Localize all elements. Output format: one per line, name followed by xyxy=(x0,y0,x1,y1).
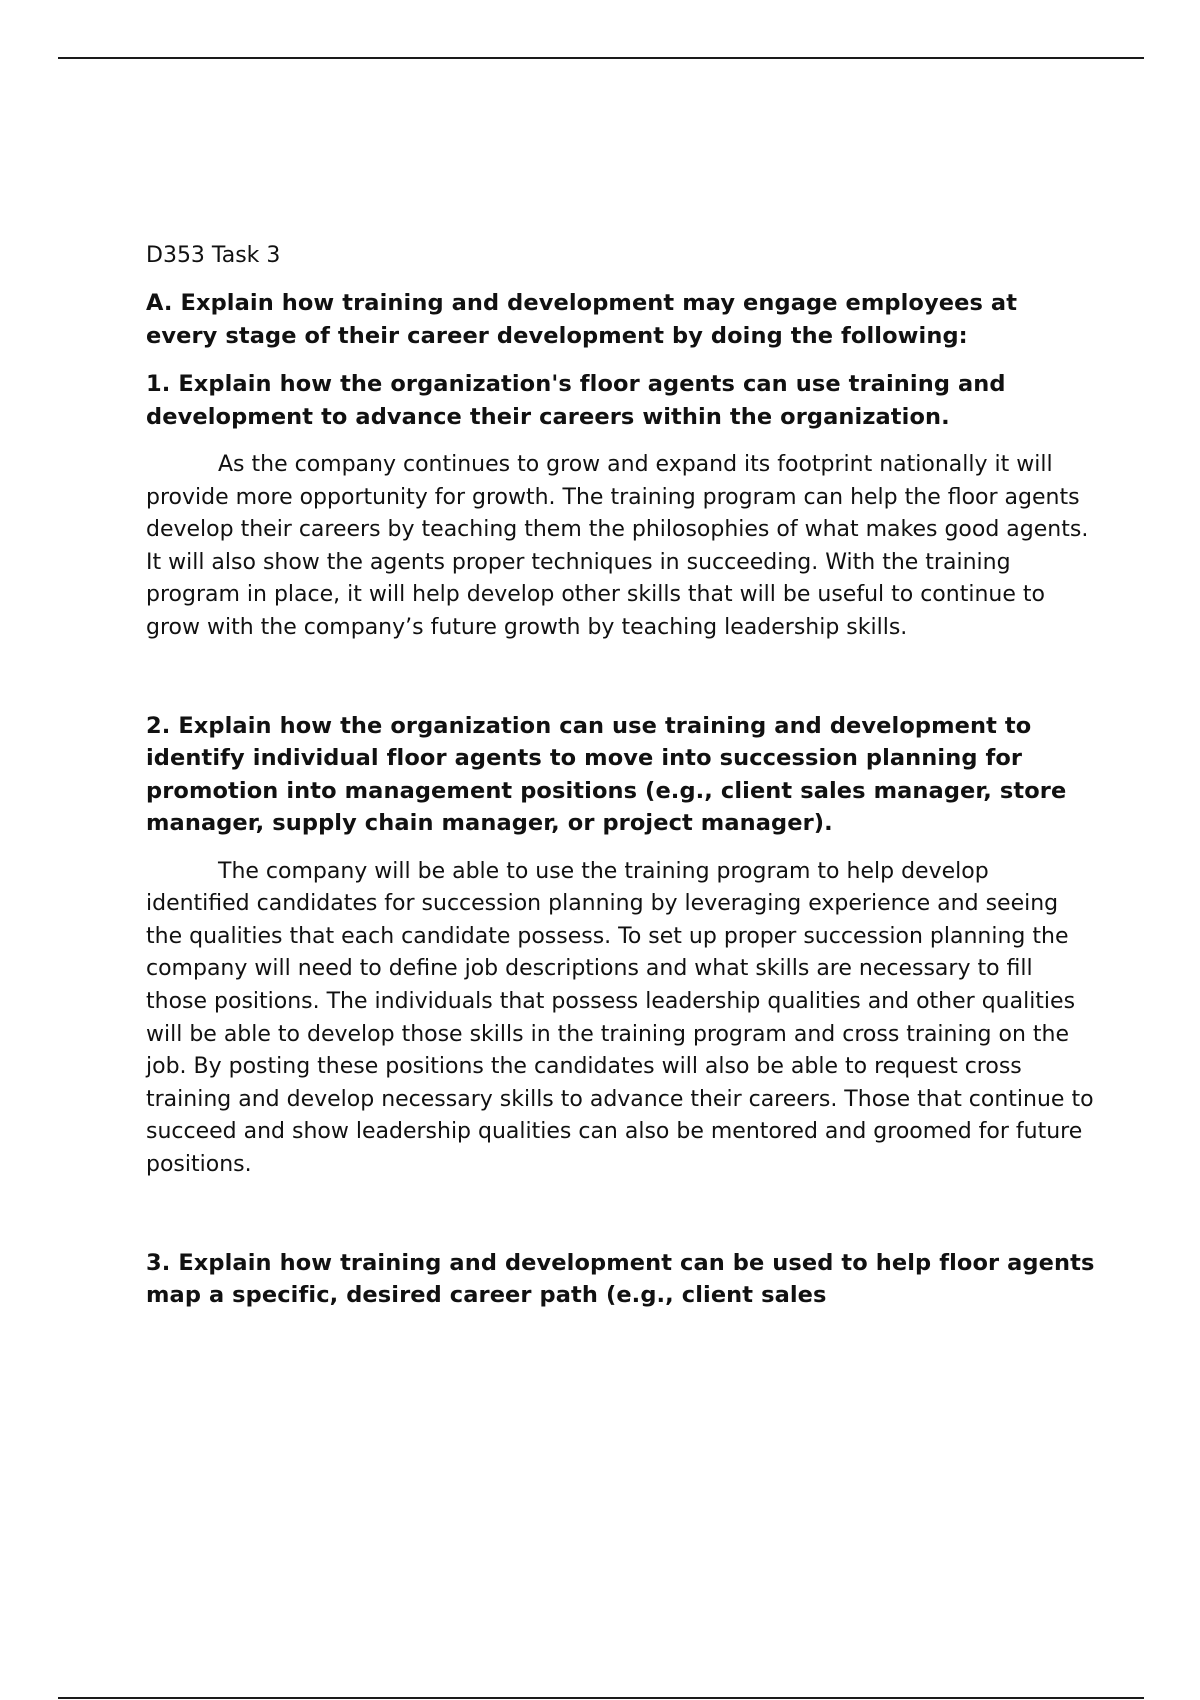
question-1-answer: As the company continues to grow and expand its footprint nationally it will provide more opportunity for growth. The training program can help the floor agents develop their careers by teaching them the philosophies of what makes good agents. It will also show the agents proper techniques in succeeding. With the training program in place, it will help develop other skills that will be useful to continue to grow with the company’s future growth by teaching leadership skills. xyxy=(146,452,1089,640)
document-body xyxy=(146,240,1096,1328)
question-2-answer: The company will be able to use the training program to help develop identified candidates for succession planning by leveraging experience and seeing the qualities that each candidate possess. To set up proper succession planning the company will need to define job descriptions and what skills are necessary to fill those positions. The individuals that possess leadership qualities and other qualities will be able to develop those skills in the training program and cross training on the job. By posting these positions the candidates will also be able to request cross training and develop necessary skills to advance their careers. Those that continue to succeed and show leadership qualities can also be mentored and groomed for future positions. xyxy=(146,858,1094,1177)
paragraph-spacer xyxy=(146,645,1096,710)
paragraph-spacer xyxy=(146,1182,1096,1247)
question-3-heading: 3. Explain how training and development can be used to help floor agents map a specific, desired career path (e.g., client sales xyxy=(146,1249,1095,1308)
section-a-heading: A. Explain how training and development may engage employees at every stage of their career development by doing the following: xyxy=(146,290,1018,349)
document-title: D353 Task 3 xyxy=(146,243,281,268)
top-page-rule xyxy=(58,57,1144,59)
question-1-heading: 1. Explain how the organization's floor agents can use training and development to advance their careers within the organization. xyxy=(146,371,1006,430)
bottom-page-rule xyxy=(58,1697,1144,1699)
question-2-heading: 2. Explain how the organization can use training and development to identify individual floor agents to move into succession planning for promotion into management positions (e.g., client sales manager, store manager, supply chain manager, or project manager). xyxy=(146,712,1067,837)
